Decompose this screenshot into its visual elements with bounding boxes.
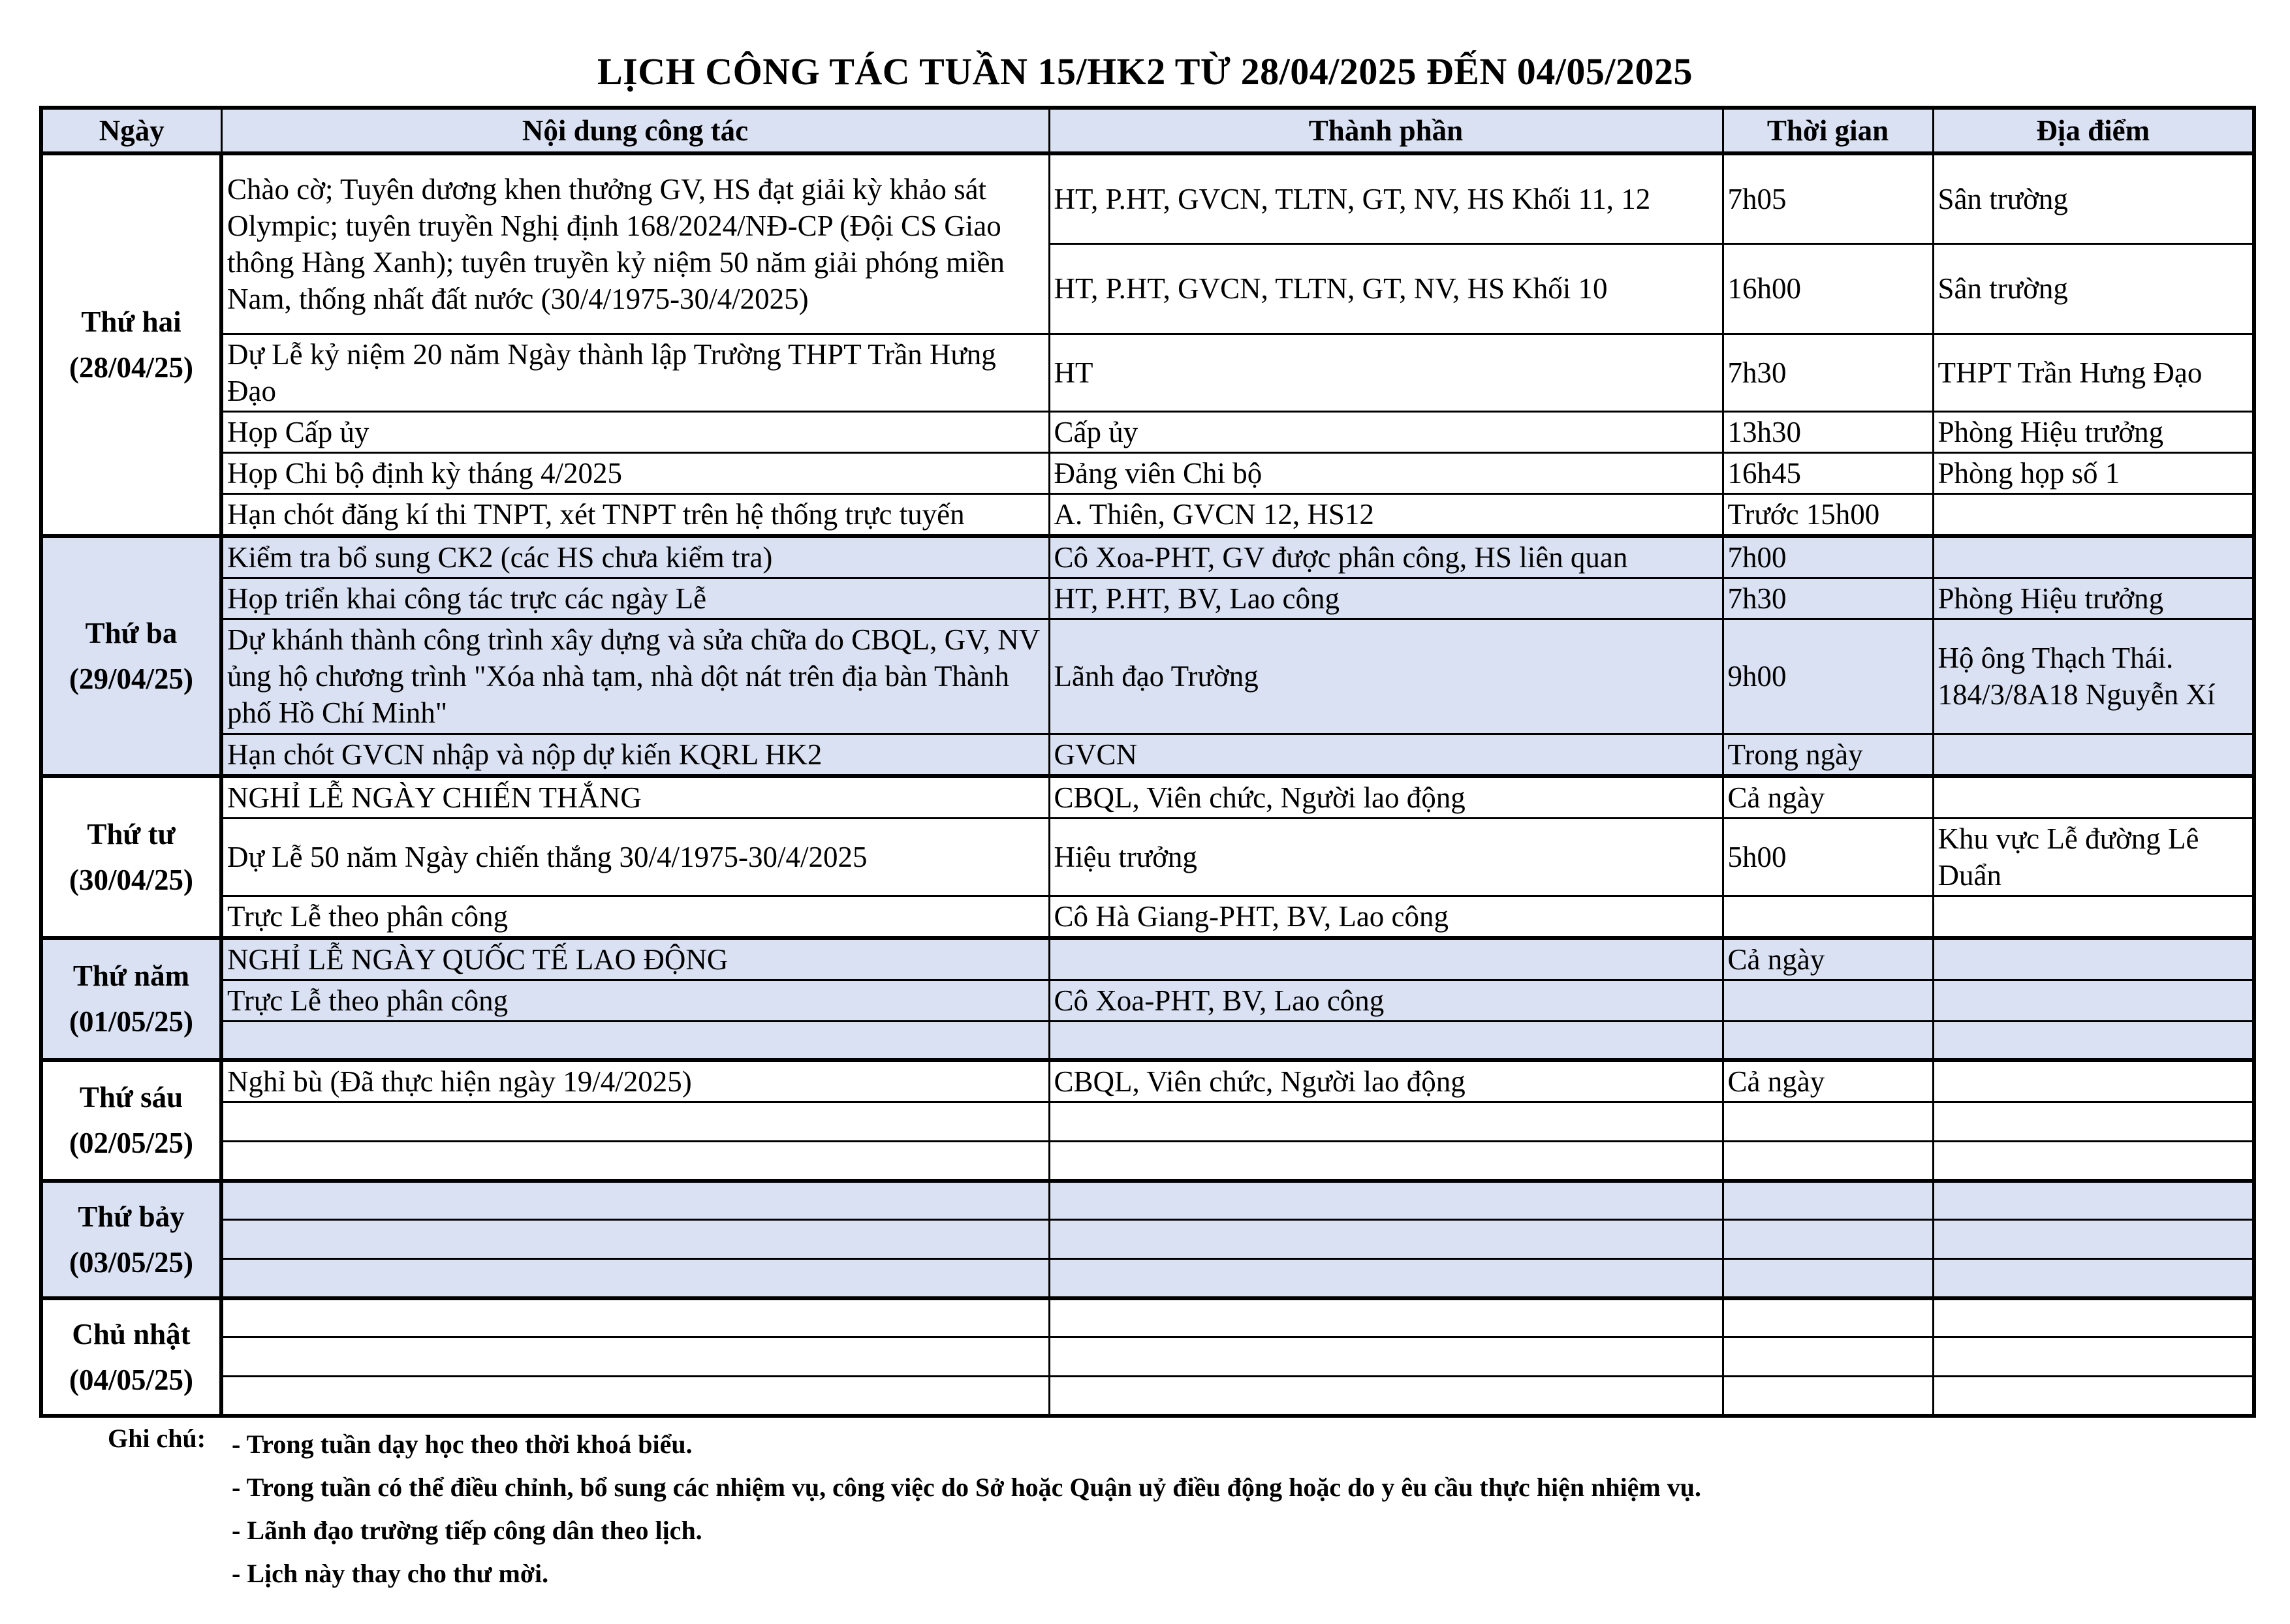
time-cell bbox=[1723, 896, 1933, 938]
content-cell bbox=[221, 1220, 1049, 1259]
participants-cell: Cô Xoa-PHT, GV được phân công, HS liên quan bbox=[1049, 536, 1723, 578]
content-cell: Kiểm tra bổ sung CK2 (các HS chưa kiểm tra) bbox=[221, 536, 1049, 578]
participants-cell bbox=[1049, 1377, 1723, 1416]
location-cell: Sân trường bbox=[1933, 153, 2254, 243]
table-row bbox=[41, 411, 2254, 452]
page-title: LỊCH CÔNG TÁC TUẦN 15/HK2 TỪ 28/04/2025 ĐẾN 04/05/2025 bbox=[597, 50, 1693, 93]
participants-cell: Cô Hà Giang-PHT, BV, Lao công bbox=[1049, 896, 1723, 938]
day-cell bbox=[41, 1181, 221, 1298]
day-name: Thứ năm bbox=[72, 960, 190, 993]
table-row bbox=[41, 1142, 2254, 1181]
participants-cell bbox=[1049, 1142, 1723, 1181]
day-name: Thứ tư bbox=[87, 817, 176, 851]
table-row bbox=[41, 938, 2254, 980]
time-cell: 5h00 bbox=[1723, 818, 1933, 896]
time-cell bbox=[1723, 1142, 1933, 1181]
participants-cell: A. Thiên, GVCN 12, HS12 bbox=[1049, 493, 1723, 536]
content-cell: Hạn chót GVCN nhập và nộp dự kiến KQRL HK2 bbox=[221, 734, 1049, 776]
table-row bbox=[41, 1060, 2254, 1102]
note-item: - Lịch này thay cho thư mời. bbox=[232, 1559, 549, 1588]
location-cell bbox=[1933, 938, 2254, 980]
day-name: Thứ hai bbox=[81, 305, 181, 338]
content-cell: Họp Cấp ủy bbox=[221, 411, 1049, 452]
notes-label: Ghi chú: bbox=[108, 1424, 206, 1453]
location-cell bbox=[1933, 1220, 2254, 1259]
location-cell: Sân trường bbox=[1933, 243, 2254, 334]
notes-list bbox=[232, 1423, 2190, 1595]
day-date: (01/05/25) bbox=[69, 1005, 193, 1038]
table-row bbox=[41, 153, 2254, 243]
time-cell: Trong ngày bbox=[1723, 734, 1933, 776]
time-cell: 7h05 bbox=[1723, 153, 1933, 243]
time-cell: 16h00 bbox=[1723, 243, 1933, 334]
table-row bbox=[41, 1298, 2254, 1337]
header-content: Nội dung công tác bbox=[221, 108, 1049, 153]
day-cell bbox=[41, 776, 221, 938]
time-cell: Cả ngày bbox=[1723, 938, 1933, 980]
table-row bbox=[41, 1259, 2254, 1298]
time-cell bbox=[1723, 980, 1933, 1021]
participants-cell bbox=[1049, 938, 1723, 980]
table-row bbox=[41, 452, 2254, 493]
table-row bbox=[41, 619, 2254, 734]
time-cell: 7h00 bbox=[1723, 536, 1933, 578]
table-row bbox=[41, 980, 2254, 1021]
participants-cell: HT, P.HT, BV, Lao công bbox=[1049, 578, 1723, 619]
participants-cell bbox=[1049, 1220, 1723, 1259]
table-row bbox=[41, 896, 2254, 938]
content-cell: Dự Lễ kỷ niệm 20 năm Ngày thành lập Trường THPT Trần Hưng Đạo bbox=[221, 334, 1049, 411]
note-item: - Trong tuần dạy học theo thời khoá biểu. bbox=[232, 1429, 693, 1459]
table-row bbox=[41, 1181, 2254, 1220]
day-cell bbox=[41, 536, 221, 776]
content-cell: Nghỉ bù (Đã thực hiện ngày 19/4/2025) bbox=[221, 1060, 1049, 1102]
table-row bbox=[41, 536, 2254, 578]
table-row bbox=[41, 1377, 2254, 1416]
participants-cell: Cấp ủy bbox=[1049, 411, 1723, 452]
table-header-row bbox=[41, 108, 2254, 153]
table-row bbox=[41, 493, 2254, 536]
content-cell bbox=[221, 1337, 1049, 1377]
location-cell bbox=[1933, 1337, 2254, 1377]
note-item: - Trong tuần có thể điều chỉnh, bổ sung các nhiệm vụ, công việc do Sở hoặc Quận uỷ điều động hoặc do y êu cầu thực hiện nhiệm vụ. bbox=[232, 1473, 1701, 1502]
participants-cell bbox=[1049, 1337, 1723, 1377]
table-row bbox=[41, 818, 2254, 896]
day-name: Thứ ba bbox=[85, 616, 178, 649]
location-cell bbox=[1933, 1259, 2254, 1298]
table-row bbox=[41, 1102, 2254, 1142]
table-row bbox=[41, 1337, 2254, 1377]
content-cell bbox=[221, 1102, 1049, 1142]
time-cell bbox=[1723, 1337, 1933, 1377]
header-day: Ngày bbox=[41, 108, 221, 153]
table-row bbox=[41, 578, 2254, 619]
location-cell: Phòng Hiệu trưởng bbox=[1933, 578, 2254, 619]
time-cell: 13h30 bbox=[1723, 411, 1933, 452]
content-cell: Dự Lễ 50 năm Ngày chiến thắng 30/4/1975-30/4/2025 bbox=[221, 818, 1049, 896]
content-cell bbox=[221, 1259, 1049, 1298]
day-date: (03/05/25) bbox=[69, 1245, 193, 1279]
location-cell bbox=[1933, 536, 2254, 578]
content-cell: Họp Chi bộ định kỳ tháng 4/2025 bbox=[221, 452, 1049, 493]
content-cell: Họp triển khai công tác trực các ngày Lễ bbox=[221, 578, 1049, 619]
location-cell: Phòng họp số 1 bbox=[1933, 452, 2254, 493]
table-row bbox=[41, 334, 2254, 411]
note-item: - Lãnh đạo trường tiếp công dân theo lịch. bbox=[232, 1516, 702, 1545]
time-cell: 16h45 bbox=[1723, 452, 1933, 493]
table-row bbox=[41, 1021, 2254, 1060]
content-cell bbox=[221, 1181, 1049, 1220]
participants-cell: Cô Xoa-PHT, BV, Lao công bbox=[1049, 980, 1723, 1021]
time-cell bbox=[1723, 1220, 1933, 1259]
day-name: Thứ sáu bbox=[79, 1081, 183, 1114]
participants-cell: Lãnh đạo Trường bbox=[1049, 619, 1723, 734]
content-cell bbox=[221, 1377, 1049, 1416]
header-time: Thời gian bbox=[1723, 108, 1933, 153]
table-row bbox=[41, 1220, 2254, 1259]
day-date: (30/04/25) bbox=[69, 863, 193, 896]
content-cell: NGHỈ LỄ NGÀY QUỐC TẾ LAO ĐỘNG bbox=[221, 938, 1049, 980]
time-cell: Cả ngày bbox=[1723, 1060, 1933, 1102]
participants-cell bbox=[1049, 1021, 1723, 1060]
time-cell: Trước 15h00 bbox=[1723, 493, 1933, 536]
content-cell: Trực Lễ theo phân công bbox=[221, 896, 1049, 938]
time-cell bbox=[1723, 1102, 1933, 1142]
location-cell bbox=[1933, 1060, 2254, 1102]
location-cell bbox=[1933, 776, 2254, 819]
day-cell bbox=[41, 153, 221, 536]
header-location: Địa điểm bbox=[1933, 108, 2254, 153]
content-cell: Hạn chót đăng kí thi TNPT, xét TNPT trên hệ thống trực tuyến bbox=[221, 493, 1049, 536]
location-cell bbox=[1933, 980, 2254, 1021]
participants-cell: Hiệu trưởng bbox=[1049, 818, 1723, 896]
participants-cell: GVCN bbox=[1049, 734, 1723, 776]
participants-cell: CBQL, Viên chức, Người lao động bbox=[1049, 776, 1723, 819]
time-cell bbox=[1723, 1021, 1933, 1060]
table-row bbox=[41, 734, 2254, 776]
time-cell bbox=[1723, 1259, 1933, 1298]
time-cell: Cả ngày bbox=[1723, 776, 1933, 819]
participants-cell: Đảng viên Chi bộ bbox=[1049, 452, 1723, 493]
day-date: (02/05/25) bbox=[69, 1127, 193, 1160]
time-cell bbox=[1723, 1298, 1933, 1337]
participants-cell: HT, P.HT, GVCN, TLTN, GT, NV, HS Khối 10 bbox=[1049, 243, 1723, 334]
location-cell bbox=[1933, 1021, 2254, 1060]
day-cell bbox=[41, 1060, 221, 1181]
day-name: Thứ bảy bbox=[78, 1200, 185, 1233]
participants-cell: HT bbox=[1049, 334, 1723, 411]
location-cell bbox=[1933, 1181, 2254, 1220]
location-cell: Hộ ông Thạch Thái. 184/3/8A18 Nguyễn Xí bbox=[1933, 619, 2254, 734]
location-cell bbox=[1933, 1377, 2254, 1416]
content-cell: NGHỈ LỄ NGÀY CHIẾN THẮNG bbox=[221, 776, 1049, 819]
participants-cell bbox=[1049, 1102, 1723, 1142]
day-cell bbox=[41, 938, 221, 1061]
day-date: (29/04/25) bbox=[69, 662, 193, 695]
location-cell bbox=[1933, 1142, 2254, 1181]
schedule-table bbox=[39, 106, 2256, 1418]
content-cell bbox=[221, 1298, 1049, 1337]
participants-cell bbox=[1049, 1181, 1723, 1220]
location-cell bbox=[1933, 734, 2254, 776]
time-cell: 7h30 bbox=[1723, 334, 1933, 411]
location-cell: Phòng Hiệu trưởng bbox=[1933, 411, 2254, 452]
participants-cell bbox=[1049, 1259, 1723, 1298]
participants-cell: HT, P.HT, GVCN, TLTN, GT, NV, HS Khối 11, 12 bbox=[1049, 153, 1723, 243]
day-date: (28/04/25) bbox=[69, 351, 193, 384]
header-participants: Thành phần bbox=[1049, 108, 1723, 153]
location-cell: Khu vực Lễ đường Lê Duẩn bbox=[1933, 818, 2254, 896]
location-cell bbox=[1933, 493, 2254, 536]
content-cell: Trực Lễ theo phân công bbox=[221, 980, 1049, 1021]
location-cell bbox=[1933, 896, 2254, 938]
day-cell bbox=[41, 1298, 221, 1416]
day-date: (04/05/25) bbox=[69, 1363, 193, 1396]
time-cell bbox=[1723, 1377, 1933, 1416]
participants-cell: CBQL, Viên chức, Người lao động bbox=[1049, 1060, 1723, 1102]
location-cell: THPT Trần Hưng Đạo bbox=[1933, 334, 2254, 411]
time-cell: 7h30 bbox=[1723, 578, 1933, 619]
content-cell bbox=[221, 1021, 1049, 1060]
table-row bbox=[41, 776, 2254, 819]
location-cell bbox=[1933, 1298, 2254, 1337]
day-name: Chủ nhật bbox=[72, 1317, 191, 1351]
content-cell bbox=[221, 1142, 1049, 1181]
participants-cell bbox=[1049, 1298, 1723, 1337]
time-cell bbox=[1723, 1181, 1933, 1220]
time-cell: 9h00 bbox=[1723, 619, 1933, 734]
location-cell bbox=[1933, 1102, 2254, 1142]
content-cell: Chào cờ; Tuyên dương khen thưởng GV, HS đạt giải kỳ khảo sát Olympic; tuyên truyền Nghị định 168/2024/NĐ-CP (Đội CS Giao thông Hàng Xanh); tuyên truyền kỷ niệm 50 năm giải phóng miền Nam, thống nhất đất nước (30/4/1975-30/4/2025) bbox=[221, 153, 1049, 334]
content-cell: Dự khánh thành công trình xây dựng và sửa chữa do CBQL, GV, NV ủng hộ chương trình "Xóa nhà tạm, nhà dột nát trên địa bàn Thành phố Hồ Chí Minh" bbox=[221, 619, 1049, 734]
